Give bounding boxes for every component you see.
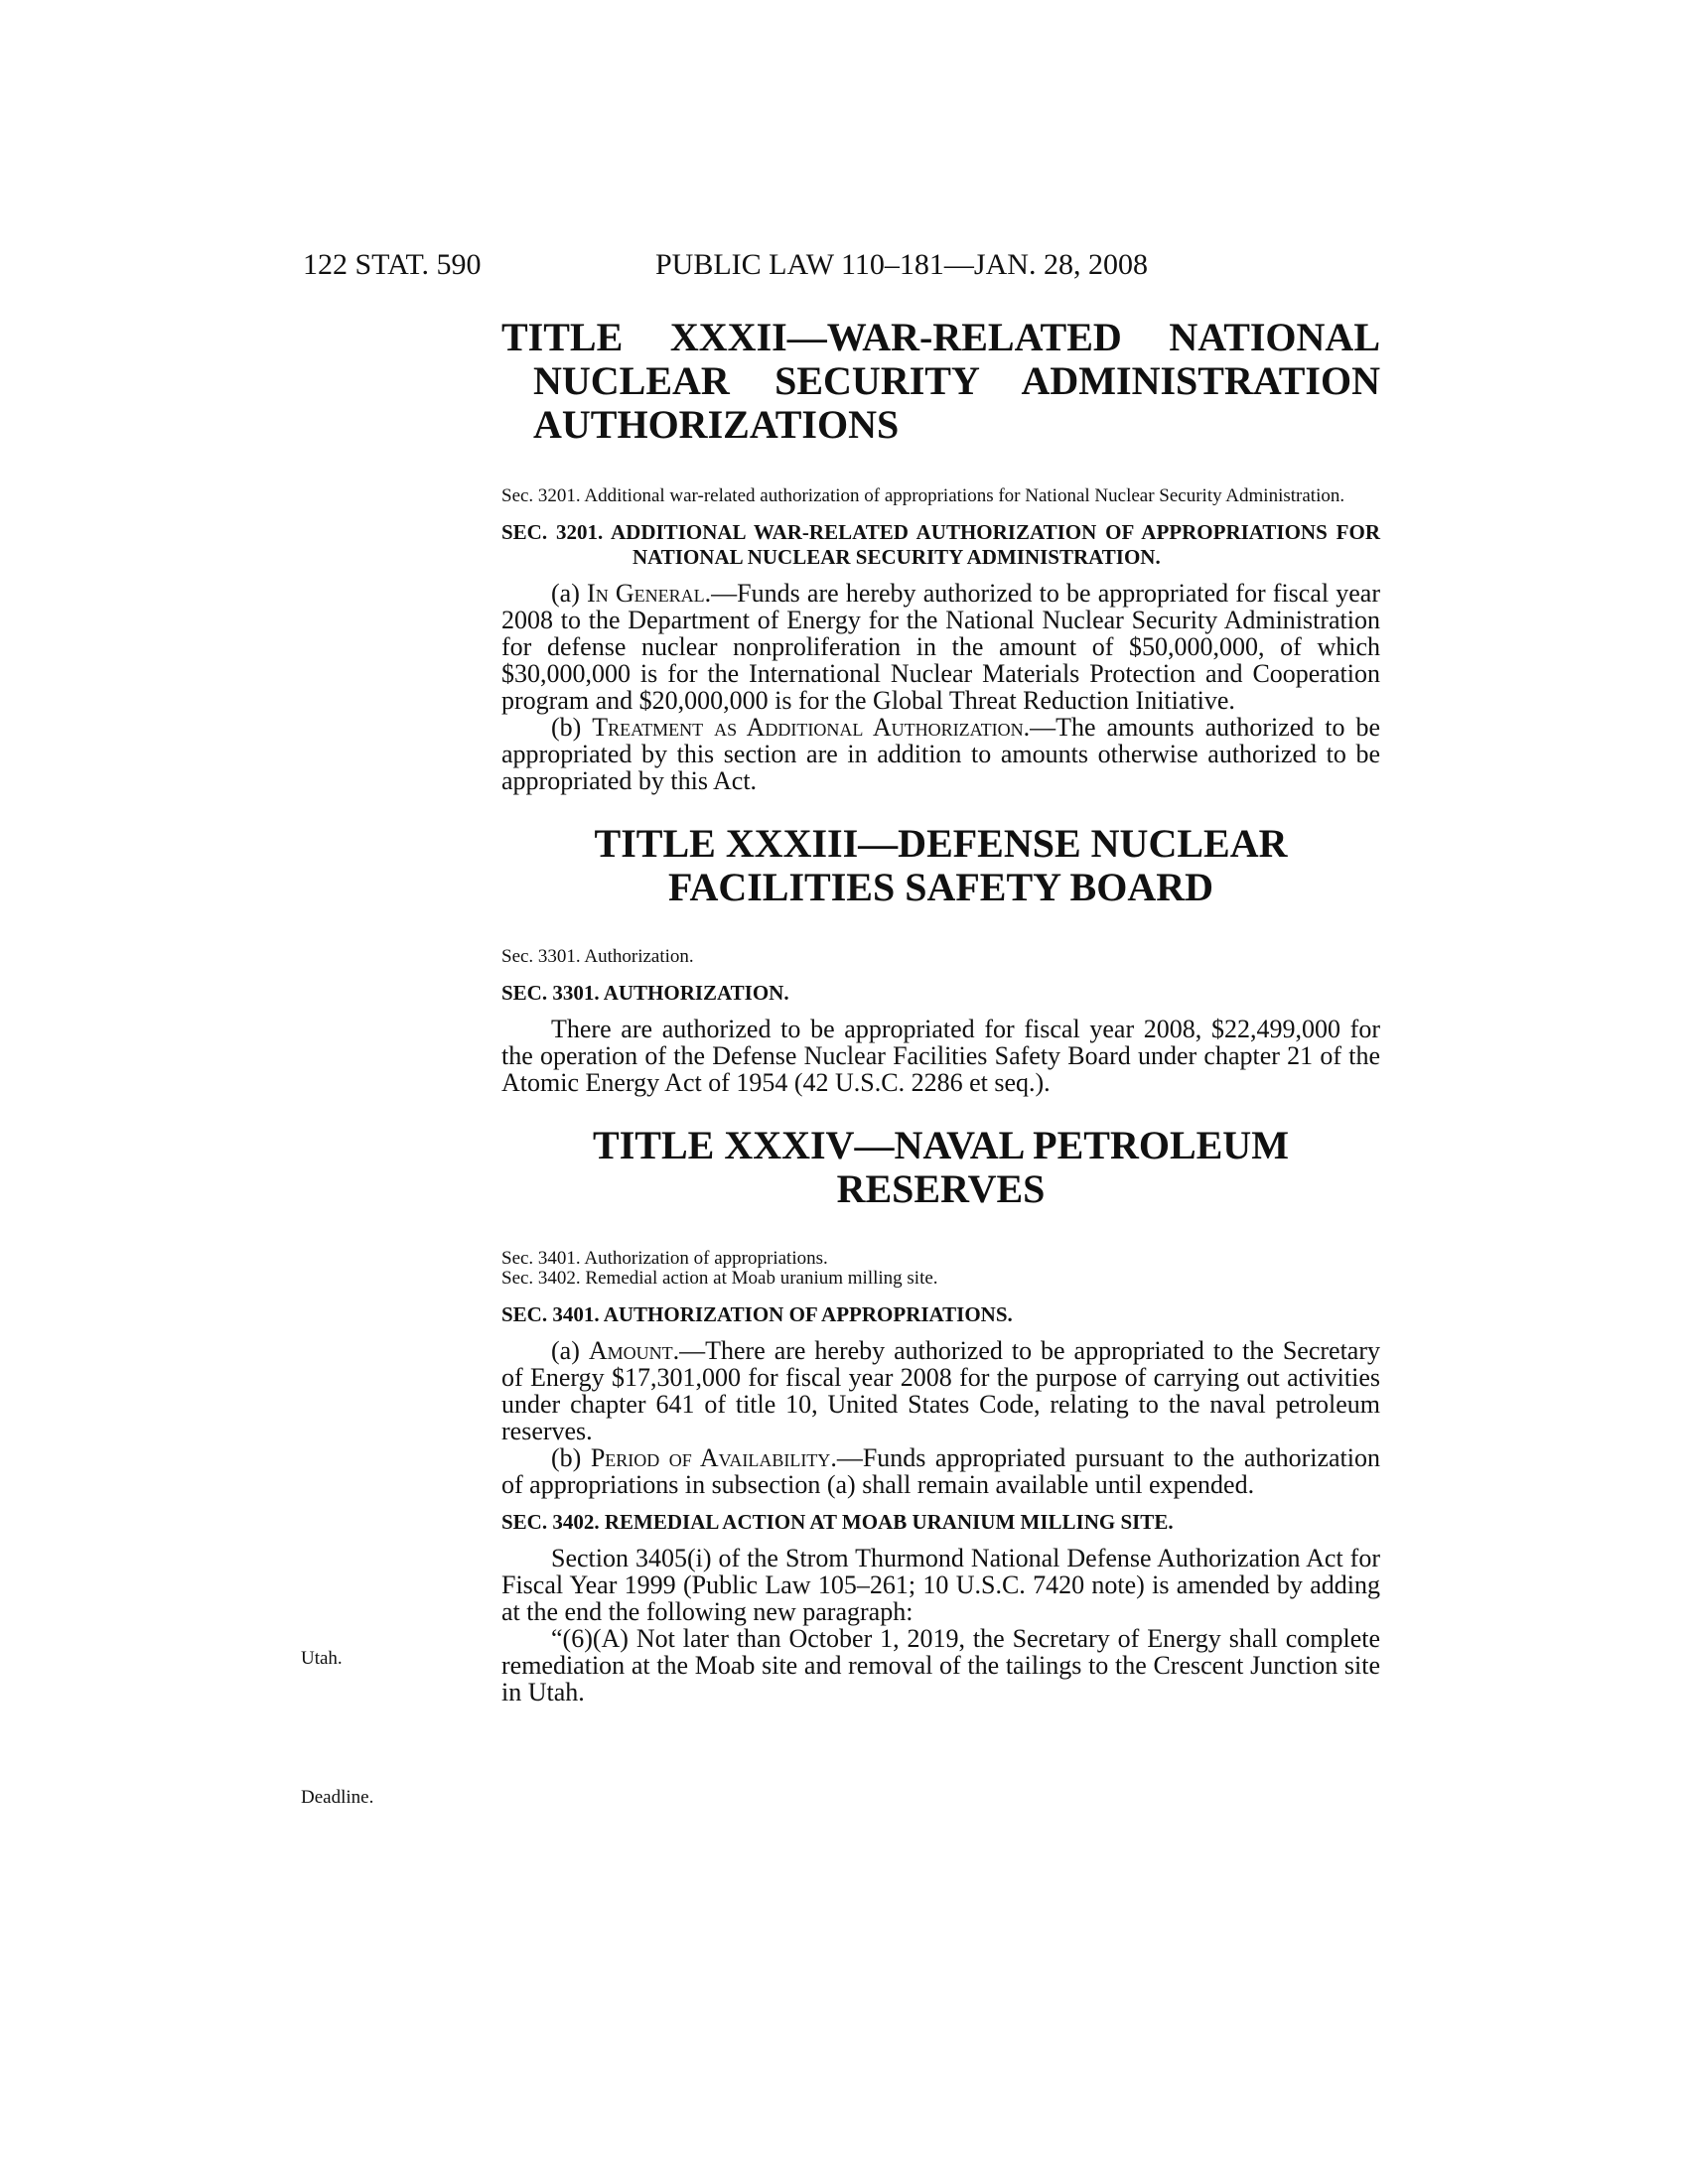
running-header xyxy=(0,248,1688,288)
subsection-text: The amounts authorized to be appropriated by this section are in addition to amounts otherwise authorized to be appropriated by this Act. xyxy=(501,713,1380,795)
subsection-label: (a) xyxy=(551,579,580,608)
sec-3301-text: There are authorized to be appropriated for fiscal year 2008, $22,499,000 for the operation of the Defense Nuclear Facilities Safety Board under chapter 21 of the Atomic Energy Act of 1954 (42 U.S.C. 2286 et seq.). xyxy=(501,1015,1380,1097)
sec-3401-heading: SEC. 3401. AUTHORIZATION OF APPROPRIATIONS. xyxy=(501,1302,1013,1326)
subsection-label: (a) xyxy=(551,1336,580,1365)
sec-3201-subsection-b: (b) Treatment as Additional Authorization.—The amounts authorized to be appropriated by this section are in addition to amounts otherwise authorized to be appropriated by this Act. xyxy=(501,713,1380,795)
sec-3402-heading: SEC. 3402. REMEDIAL ACTION AT MOAB URANIUM MILLING SITE. xyxy=(501,1510,1174,1534)
sec-3401-subsection-b: (b) Period of Availability.—Funds appropriated pursuant to the authorization of appropriations in subsection (a) shall remain available until expended. xyxy=(501,1443,1380,1499)
subsection-caption: In General xyxy=(587,579,705,608)
sec-3301-heading: SEC. 3301. AUTHORIZATION. xyxy=(501,981,789,1005)
subsection-label: (b) xyxy=(551,1443,582,1472)
sec-3401-subsection-a: (a) Amount.—There are hereby authorized to be appropriated to the Secretary of Energy $17,301,000 for fiscal year 2008 for the purpose of carrying out activities under chapter 641 of title 10, United States Code, relating to the naval petroleum reserves. xyxy=(501,1336,1381,1445)
sec-3201-subsection-a: (a) In General.—Funds are hereby authorized to be appropriated for fiscal year 2008 to the Department of Energy for the National Nuclear Security Administration for defense nuclear nonproliferation in the amount of $50,000,000, of which $30,000,000 is for the International Nuclear Materials Protection and Cooperation program and $20,000,000 is for the Global Threat Reduction Initiative. xyxy=(501,579,1381,715)
subsection-caption: Period of Availability xyxy=(590,1443,831,1472)
toc-entry: Sec. 3402. Remedial action at Moab uranium milling site. xyxy=(501,1268,938,1289)
title-xxxii-heading: TITLE XXXII—WAR-RELATED NATIONAL NUCLEAR SECURITY ADMINISTRATION AUTHORIZATIONS xyxy=(501,315,1380,447)
subsection-text: Funds appropriated pursuant to the authorization of appropriations in subsection (a) shall remain available until expended. xyxy=(501,1443,1380,1499)
subsection-text: There are hereby authorized to be appropriated to the Secretary of Energy $17,301,000 for fiscal year 2008 for the purpose of carrying out activities under chapter 641 of title 10, United States Code, relating to the naval petroleum reserves. xyxy=(501,1336,1381,1445)
title-xxxiv-heading: TITLE XXXIV—NAVAL PETROLEUM RESERVES xyxy=(593,1123,1289,1211)
margin-note-utah: Utah. xyxy=(301,1648,343,1669)
subsection-caption: Amount xyxy=(588,1336,673,1365)
sec-3402-text: Section 3405(i) of the Strom Thurmond National Defense Authorization Act for Fiscal Year 1999 (Public Law 105–261; 10 U.S.C. 7420 note) is amended by adding at the end the following new paragraph: xyxy=(501,1544,1380,1626)
main-text-column xyxy=(501,316,1380,1706)
subsection-text: Funds are hereby authorized to be appropriated for fiscal year 2008 to the Department of Energy for the National Nuclear Security Administration for defense nuclear nonproliferation in the amount of $50,000,000, of which $30,000,000 is for the International Nuclear Materials Protection and Cooperation program and $20,000,000 is for the Global Threat Reduction Initiative. xyxy=(501,579,1381,715)
sec-3402-amendment: “(6)(A) Not later than October 1, 2019, the Secretary of Energy shall complete remediation at the Moab site and removal of the tailings to the Crescent Junction site in Utah. xyxy=(501,1624,1380,1706)
sec-3201-heading: SEC. 3201. ADDITIONAL WAR-RELATED AUTHORIZATION OF APPROPRIATIONS FOR NATIONAL NUCLEAR SECURITY ADMINISTRATION. xyxy=(501,520,1380,569)
subsection-label: (b) xyxy=(551,713,582,742)
toc-entry: Sec. 3401. Authorization of appropriations. xyxy=(501,1248,828,1269)
margin-note-deadline: Deadline. xyxy=(301,1787,374,1808)
title-xxxiv-toc xyxy=(501,1249,1380,1289)
toc-entry: Sec. 3201. Additional war-related authorization of appropriations for National Nuclear Security Administration. xyxy=(501,485,1345,506)
toc-entry: Sec. 3301. Authorization. xyxy=(501,946,694,967)
public-law-citation: PUBLIC LAW 110–181—JAN. 28, 2008 xyxy=(655,248,1148,281)
subsection-caption: Treatment as Additional Authorization xyxy=(592,713,1024,742)
title-xxxiii-toc xyxy=(501,947,1380,967)
title-xxxii-toc xyxy=(501,486,1380,506)
title-xxxiii-heading: TITLE XXXIII—DEFENSE NUCLEAR FACILITIES SAFETY BOARD xyxy=(594,821,1288,909)
statute-page-number: 122 STAT. 590 xyxy=(303,248,482,281)
